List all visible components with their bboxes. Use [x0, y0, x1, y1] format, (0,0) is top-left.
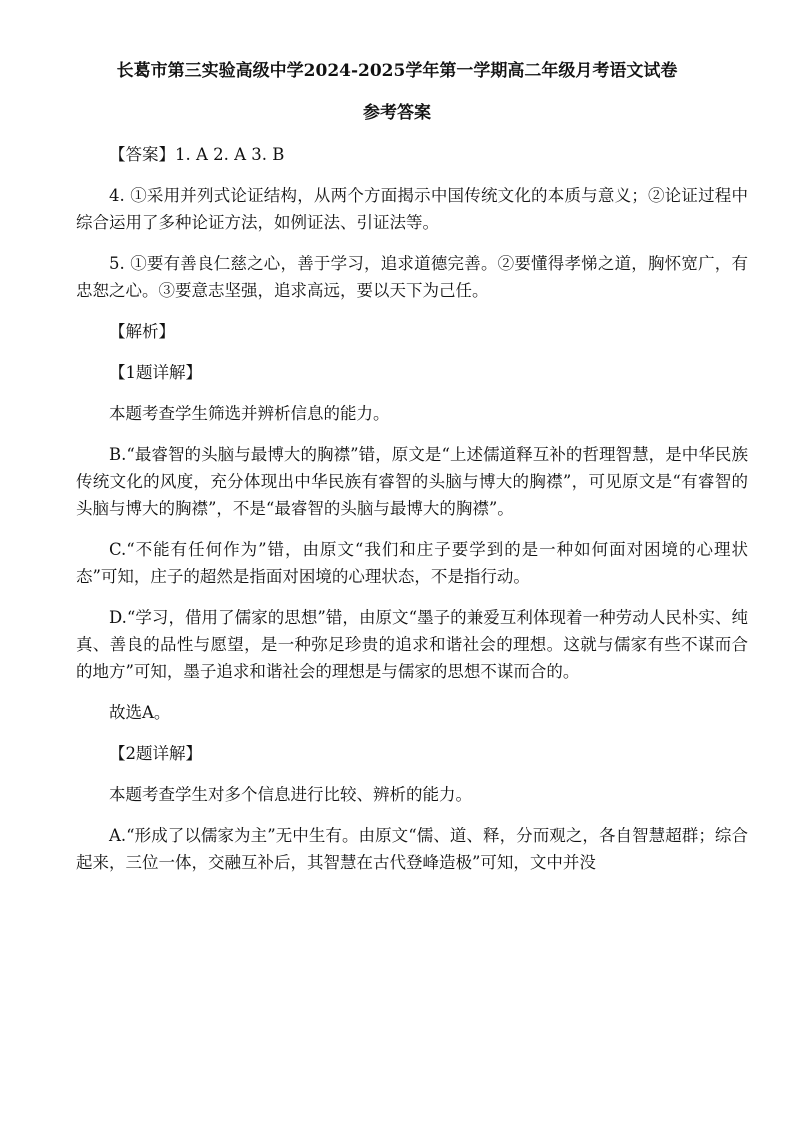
answer-body	[76, 141, 748, 890]
q1-option-c: C.“不能有任何作为”错，由原文“我们和庄子要学到的是一种如何面对困境的心理状态”可知，庄子的超然是指面对困境的心理状态，不是指行动。	[76, 540, 748, 586]
page-title: 长葛市第三实验高级中学2024-2025学年第一学期高二年级月考语文试卷	[116, 61, 678, 81]
q2-option-a: A.“形成了以儒家为主”无中生有。由原文“儒、道、释，分而观之，各自智慧超群；综合起来，三位一体，交融互补后，其智慧在古代登峰造极”可知，文中并没	[76, 826, 748, 872]
q1-intro: 本题考查学生筛选并辨析信息的能力。	[109, 404, 390, 423]
answer-choices: 【答案】1. A 2. A 3. B	[109, 145, 285, 164]
analysis-heading: 【解析】	[109, 322, 175, 341]
q1-conclusion: 故选A。	[109, 703, 171, 722]
answer-q5: 5. ①要有善良仁慈之心，善于学习，追求道德完善。②要懂得孝悌之道，胸怀宽广，有忠恕之心。③要意志坚强，追求高远，要以天下为己任。	[76, 254, 748, 300]
q1-option-d: D.“学习，借用了儒家的思想”错，由原文“墨子的兼爱互利体现着一种劳动人民朴实、纯真、善良的品性与愿望，是一种弥足珍贵的追求和谐社会的理想。这就与儒家有些不谋而合的地方”可知，墨子追求和谐社会的理想是与儒家的思想不谋而合的。	[76, 608, 748, 681]
q1-detail-heading: 【1题详解】	[109, 363, 202, 382]
q2-intro: 本题考查学生对多个信息进行比较、辨析的能力。	[109, 785, 472, 804]
q2-detail-heading: 【2题详解】	[109, 744, 202, 763]
page-subtitle: 参考答案	[363, 103, 431, 123]
answer-q4: 4. ①采用并列式论证结构，从两个方面揭示中国传统文化的本质与意义；②论证过程中综合运用了多种论证方法，如例证法、引证法等。	[76, 186, 748, 232]
q1-option-b: B.“最睿智的头脑与最博大的胸襟”错，原文是“上述儒道释互补的哲理智慧，是中华民族传统文化的风度，充分体现出中华民族有睿智的头脑与博大的胸襟”，可见原文是“有睿智的头脑与博大的胸襟”，不是“最睿智的头脑与最博大的胸襟”。	[76, 445, 748, 518]
